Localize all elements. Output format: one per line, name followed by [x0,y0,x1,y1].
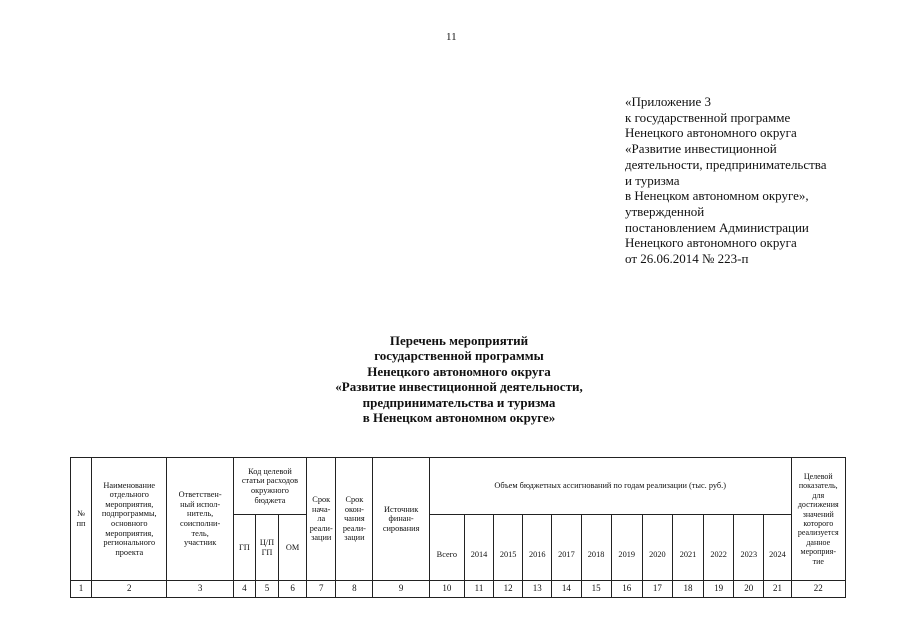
col-header-code: Код целевой статьи расходов окружного бюджета [233,458,306,515]
col-header-year: 2023 [734,515,764,581]
col-header-year: 2015 [494,515,523,581]
title-line: в Ненецком автономном округе» [362,410,556,426]
column-number: 4 [233,581,255,598]
appendix-line: деятельности, предпринимательства [625,156,827,172]
appendix-line: Ненецкого автономного округа [625,125,797,141]
title-line: предпринимательства и туризма [362,394,556,410]
appendix-header [625,94,827,267]
column-number: 20 [734,581,764,598]
column-number: 7 [307,581,336,598]
column-number: 3 [167,581,233,598]
col-header-num: № пп [71,458,92,581]
measures-table [70,457,846,598]
appendix-line: и туризма [625,172,680,188]
appendix-line: от 26.06.2014 № 223-п [625,251,749,267]
col-header-responsible: Ответствен- ный испол- нитель, соисполни- тель, участник [167,458,233,581]
col-header-code-gp: ГП [233,515,255,581]
title-line: Ненецкого автономного округа [367,363,551,379]
col-header-year: 2022 [704,515,734,581]
appendix-line: постановлением Администрации [625,219,809,235]
appendix-line: Ненецкого автономного округа [625,235,797,251]
col-header-volume: Объем бюджетных ассигнований по годам реализации (тыс. руб.) [429,458,791,515]
column-number: 21 [764,581,791,598]
col-header-year: 2021 [672,515,703,581]
title-line: Перечень мероприятий [389,333,529,348]
col-header-target: Целевой показатель, для достижения значений которого реализуется данное мероприя- тие [791,458,845,581]
title-line: «Развитие инвестиционной деятельности, [335,379,583,395]
col-header-end: Срок окон- чания реали- зации [336,458,373,581]
header-row-1 [71,458,846,515]
appendix-line: «Развитие инвестиционной [625,141,777,157]
col-header-start: Срок нача- ла реали- зации [307,458,336,581]
appendix-line: в Ненецком автономном округе», [625,188,809,204]
col-header-year: 2017 [552,515,581,581]
column-numbering-row [71,581,846,598]
column-number: 6 [279,581,307,598]
title-line: государственной программы [374,348,544,364]
col-header-year: 2018 [581,515,611,581]
column-number: 2 [92,581,167,598]
column-number: 13 [523,581,552,598]
appendix-line: к государственной программе [625,109,791,125]
col-header-source: Источник финан- сирования [373,458,429,581]
column-number: 22 [791,581,845,598]
column-number: 17 [642,581,672,598]
column-number: 5 [255,581,278,598]
col-header-code-cpgp: Ц/П ГП [255,515,278,581]
col-header-name: Наименование отдельного мероприятия, подпрограммы, основного мероприятия, регионального проекта [92,458,167,581]
col-header-code-om: ОМ [279,515,307,581]
appendix-line: утвержденной [625,203,705,219]
col-header-total: Всего [429,515,464,581]
column-number: 9 [373,581,429,598]
column-number: 11 [464,581,493,598]
col-header-year: 2024 [764,515,791,581]
column-number: 14 [552,581,581,598]
column-number: 16 [611,581,642,598]
col-header-year: 2016 [523,515,552,581]
column-number: 8 [336,581,373,598]
column-number: 19 [704,581,734,598]
column-number: 10 [429,581,464,598]
column-number: 12 [494,581,523,598]
column-number: 1 [71,581,92,598]
page-number: 11 [446,31,457,43]
column-number: 15 [581,581,611,598]
column-number: 18 [672,581,703,598]
col-header-year: 2020 [642,515,672,581]
document-title [300,333,618,425]
appendix-line: «Приложение 3 [625,94,712,109]
col-header-year: 2014 [464,515,493,581]
col-header-year: 2019 [611,515,642,581]
